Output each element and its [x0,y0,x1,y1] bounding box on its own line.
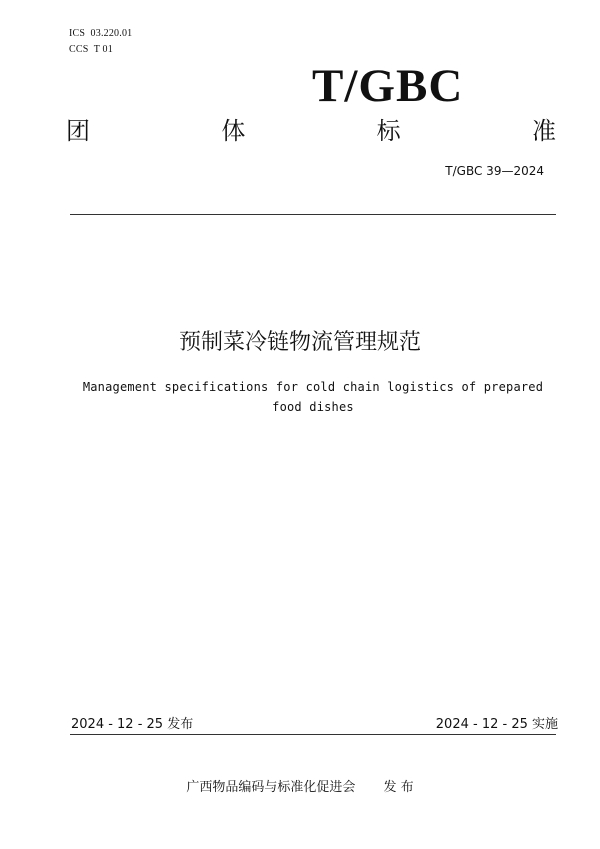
issue-date: 2024 - 12 - 25 发布 [71,717,194,732]
document-title-chinese: 预制菜冷链物流管理规范 [178,330,421,355]
publish-action: 发 布 [383,780,414,795]
ics-code: ICS 03.220.01 [69,28,133,39]
ccs-code: CCS T 01 [69,44,113,55]
standard-type-char-4: 准 [531,117,556,145]
top-divider [70,214,556,215]
standard-type-char-3: 标 [376,117,401,145]
publisher-line [0,776,600,795]
standard-number: T/GBC 39—2024 [445,164,544,178]
document-title-english: Management specifications for cold chain logistics of prepared food dishes [82,380,544,414]
standard-logo: T/GBC [312,60,464,112]
standard-type-char-1: 团 [66,117,90,145]
publisher-name: 广西物品编码与标准化促进会 [186,780,356,795]
standard-type-heading [66,113,556,149]
implementation-date: 2024 - 12 - 25 实施 [435,717,558,732]
standard-type-char-2: 体 [221,117,246,145]
bottom-divider [70,734,556,735]
